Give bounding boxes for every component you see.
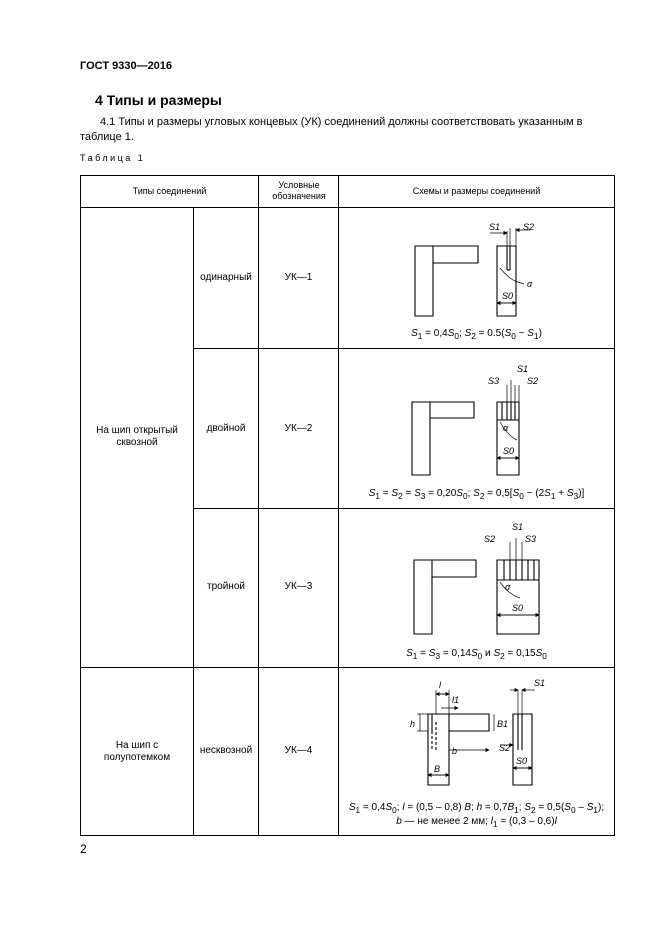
uk3-s1-label: S1 [512, 522, 524, 532]
uk3-s2-label: S2 [484, 534, 496, 544]
uk1-s2-label: S2 [523, 222, 535, 232]
uk1-s1-label: S1 [489, 222, 501, 232]
uk3-alpha-label: α [505, 582, 511, 592]
uk2-s1-label: S1 [517, 364, 529, 374]
uk4-h-label: h [410, 719, 416, 729]
header-types: Типы соединений [132, 186, 207, 196]
table-caption: Таблица 1 [80, 153, 146, 163]
subtype-blind: несквозной [199, 745, 253, 756]
formula-uk1: $S_1 = 0,4S_0$; $S_2 = 0.5(S_0 - S_1)$ [411, 328, 542, 341]
section-title: 4 Типы и размеры [95, 92, 222, 108]
uk4-l-label: l [439, 680, 441, 690]
uk3-s0-label: S0 [512, 603, 524, 613]
uk4-s2-label: S2 [499, 743, 511, 753]
subtype-double: двойной [206, 423, 246, 434]
uk2-s2-label: S2 [527, 376, 539, 386]
subtype-single: одинарный [200, 272, 252, 283]
formula-uk4: $S_1 = 0,4S_0$; l = (0,5 – 0,8) B; $h = 0,7B_1$; $S_2 = 0,5(S_0 - S_1)$; b — не менее 2 мм; $l_1 = (0,3 - 0,6)l$ [348, 802, 605, 829]
header-schemes: Схемы и размеры соединений [412, 186, 541, 196]
uk2-alpha-label: α [503, 423, 509, 433]
header-codes: Условные обозначения [272, 180, 326, 201]
drawing-uk1 [415, 228, 530, 316]
code-uk4: УК—4 [284, 745, 313, 756]
group-half-haunched: На шип с полупотемком [103, 740, 171, 763]
page-number: 2 [80, 842, 87, 856]
code-uk3: УК—3 [284, 581, 313, 592]
uk1-s0-label: S0 [502, 291, 514, 301]
formula-uk2: $S_1 = S_2 = S_3 = 0,20S_0$; $S_2 = 0,5[S_0 - (2S_1 + S_3)]$ [368, 488, 585, 501]
intro-paragraph: 4.1 Типы и размеры угловых концевых (УК) соединений должны соответствовать указанным в таблице 1. [80, 116, 583, 143]
uk4-b-label: b [452, 746, 458, 756]
uk1-alpha-label: α [527, 279, 533, 289]
uk4-b1-label: B1 [497, 719, 509, 729]
code-uk2: УК—2 [284, 423, 313, 434]
group-open-through: На шип открытый сквозной [96, 425, 178, 448]
uk4-l1-label: l1 [452, 695, 460, 705]
document-code: ГОСТ 9330—2016 [80, 60, 173, 72]
code-uk1: УК—1 [284, 272, 313, 283]
drawing-uk3 [414, 538, 539, 634]
uk4-s1-label: S1 [534, 678, 546, 688]
uk2-s3-label: S3 [488, 376, 500, 386]
uk4-s0-label: S0 [516, 756, 528, 766]
uk3-s3-label: S3 [525, 534, 537, 544]
uk4-bigb-label: B [434, 764, 441, 774]
uk2-s0-label: S0 [503, 446, 515, 456]
formula-uk3: $S_1 = S_3 = 0,14S_0$ и $S_2 = 0,15S_0$ [406, 648, 547, 661]
subtype-triple: тройной [207, 581, 245, 592]
